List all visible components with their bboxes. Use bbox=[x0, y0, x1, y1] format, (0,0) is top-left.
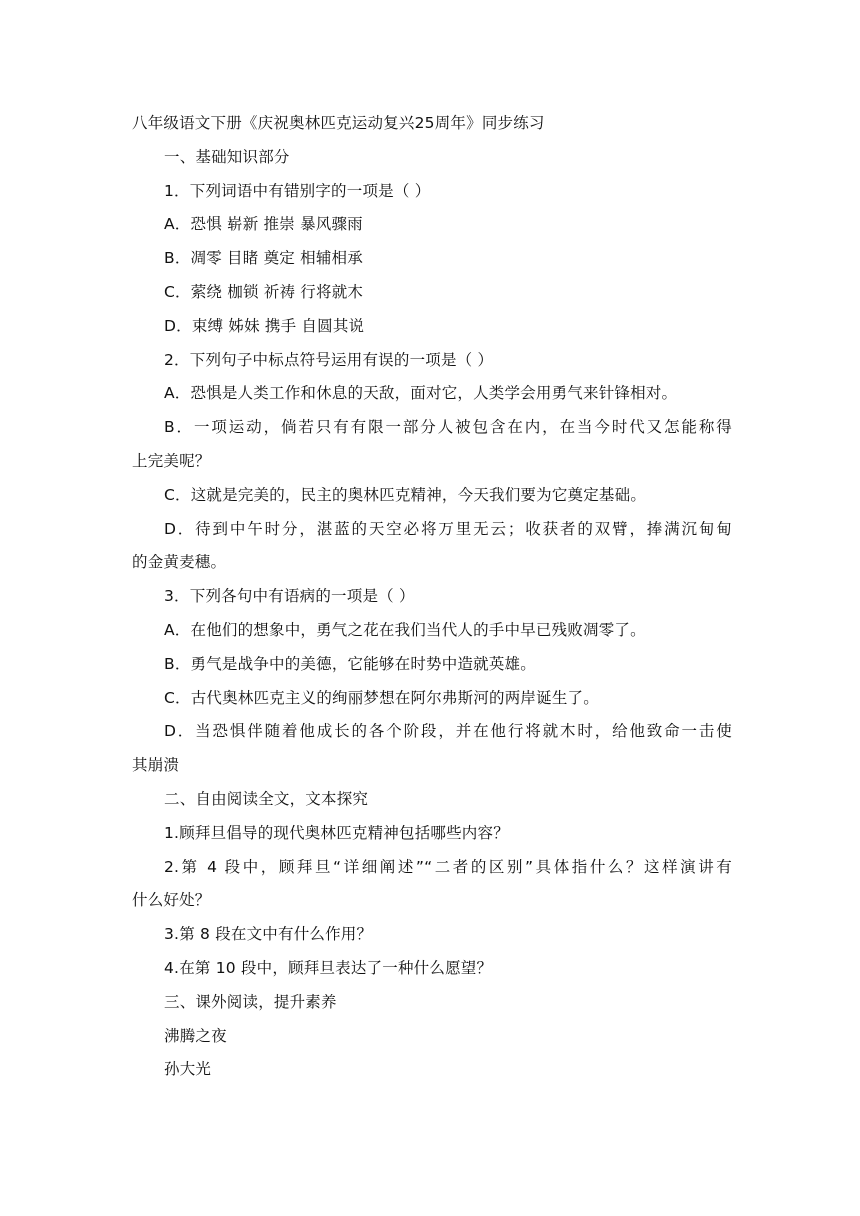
question-3-option-b: B．勇气是战争中的美德，它能够在时势中造就英雄。 bbox=[164, 654, 536, 673]
question-3-option-d-line1: D．当恐惧伴随着他成长的各个阶段，并在他行将就木时，给他致命一击使 bbox=[164, 722, 732, 741]
article-title: 沸腾之夜 bbox=[164, 1026, 227, 1045]
document-title: 八年级语文下册《庆祝奥林匹克运动复兴25周年》同步练习 bbox=[132, 114, 545, 132]
question-3-option-d-line2: 其崩溃 bbox=[132, 756, 180, 775]
question-2-option-d-line1: D．待到中午时分，湛蓝的天空必将万里无云；收获者的双臂，捧满沉甸甸 bbox=[164, 519, 732, 538]
question-2-option-b-line1: B．一项运动，倘若只有有限一部分人被包含在内，在当今时代又怎能称得 bbox=[164, 418, 732, 437]
inquiry-question-4: 4.在第 10 段中，顾拜旦表达了一种什么愿望？ bbox=[164, 958, 493, 977]
question-1-stem: 1．下列词语中有错别字的一项是（ ） bbox=[164, 181, 431, 200]
question-3-option-c: C．古代奥林匹克主义的绚丽梦想在阿尔弗斯河的两岸诞生了。 bbox=[164, 688, 599, 707]
question-3-stem: 3．下列各句中有语病的一项是（ ） bbox=[164, 587, 415, 606]
question-2-option-c: C．这就是完美的，民主的奥林匹克精神，今天我们要为它奠定基础。 bbox=[164, 485, 647, 504]
question-2-option-d-line2: 的金黄麦穗。 bbox=[132, 553, 227, 572]
section-heading-basic-knowledge: 一、基础知识部分 bbox=[164, 147, 290, 166]
question-2-option-b-line2: 上完美呢？ bbox=[132, 451, 211, 470]
document-body bbox=[132, 107, 732, 1087]
question-1-option-d: D．束缚 姊妹 携手 自圆其说 bbox=[164, 316, 365, 335]
inquiry-question-3: 3.第 8 段在文中有什么作用？ bbox=[164, 925, 373, 944]
question-3-option-a: A．在他们的想象中，勇气之花在我们当代人的手中早已残败凋零了。 bbox=[164, 620, 646, 639]
section-heading-text-inquiry: 二、自由阅读全文，文本探究 bbox=[164, 789, 369, 808]
question-1-option-b: B．凋零 目睹 奠定 相辅相承 bbox=[164, 249, 363, 268]
question-1-option-c: C．萦绕 枷锁 祈祷 行将就木 bbox=[164, 282, 364, 301]
question-2-stem: 2．下列句子中标点符号运用有误的一项是（ ） bbox=[164, 350, 494, 369]
inquiry-question-2-line1: 2.第 4 段中，顾拜旦“详细阐述”“二者的区别”具体指什么？这样演讲有 bbox=[164, 857, 732, 876]
inquiry-question-2-line2: 什么好处？ bbox=[132, 891, 211, 910]
inquiry-question-1: 1.顾拜旦倡导的现代奥林匹克精神包括哪些内容？ bbox=[164, 823, 509, 842]
article-author: 孙大光 bbox=[164, 1060, 212, 1079]
question-2-option-a: A．恐惧是人类工作和休息的天敌，面对它，人类学会用勇气来针锋相对。 bbox=[164, 384, 678, 403]
question-1-option-a: A．恐惧 崭新 推崇 暴风骤雨 bbox=[164, 215, 363, 234]
section-heading-extracurricular-reading: 三、课外阅读，提升素养 bbox=[164, 992, 337, 1011]
